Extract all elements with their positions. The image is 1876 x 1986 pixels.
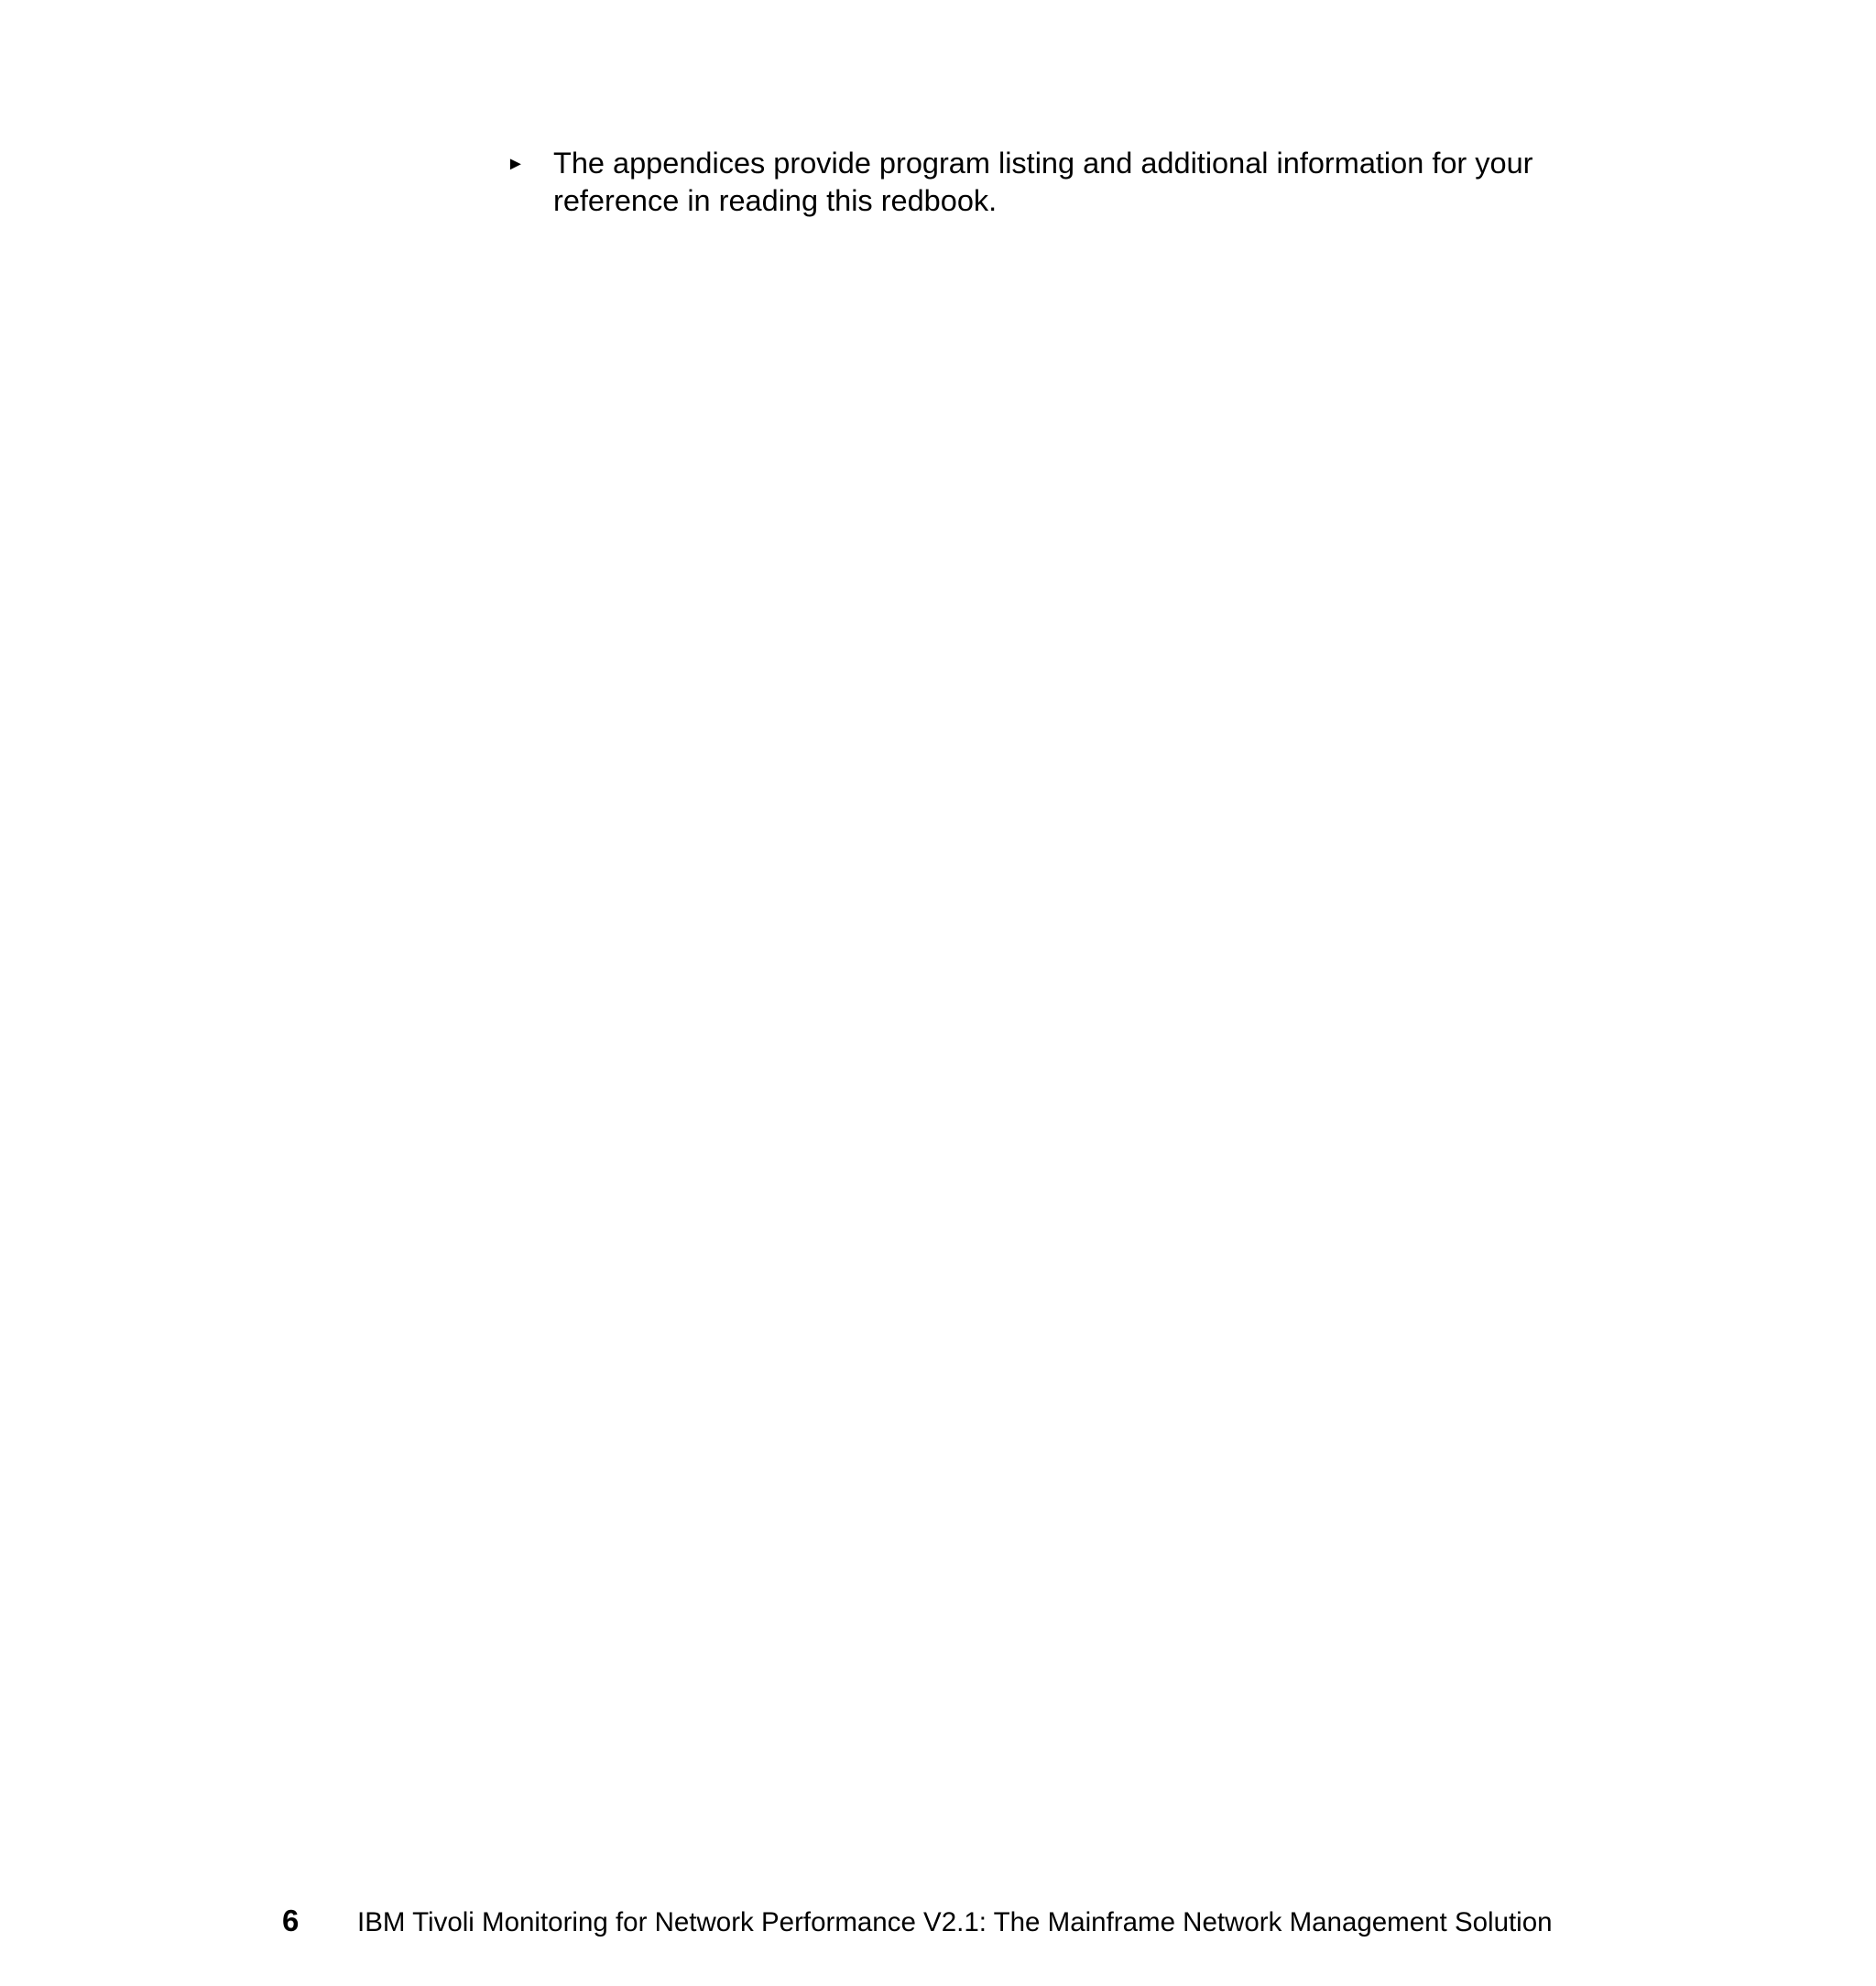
bullet-text: The appendices provide program listing and additional information for your reference in reading this redbook. xyxy=(553,147,1533,217)
bullet-list xyxy=(502,145,1583,220)
page-number: 6 xyxy=(282,1904,300,1937)
running-title: IBM Tivoli Monitoring for Network Performance V2.1: The Mainframe Network Management Solution xyxy=(357,1907,1553,1937)
bullet-arrow-icon: ► xyxy=(507,154,525,174)
page-footer xyxy=(282,1904,1553,1944)
bullet-item-appendices xyxy=(502,145,1583,220)
